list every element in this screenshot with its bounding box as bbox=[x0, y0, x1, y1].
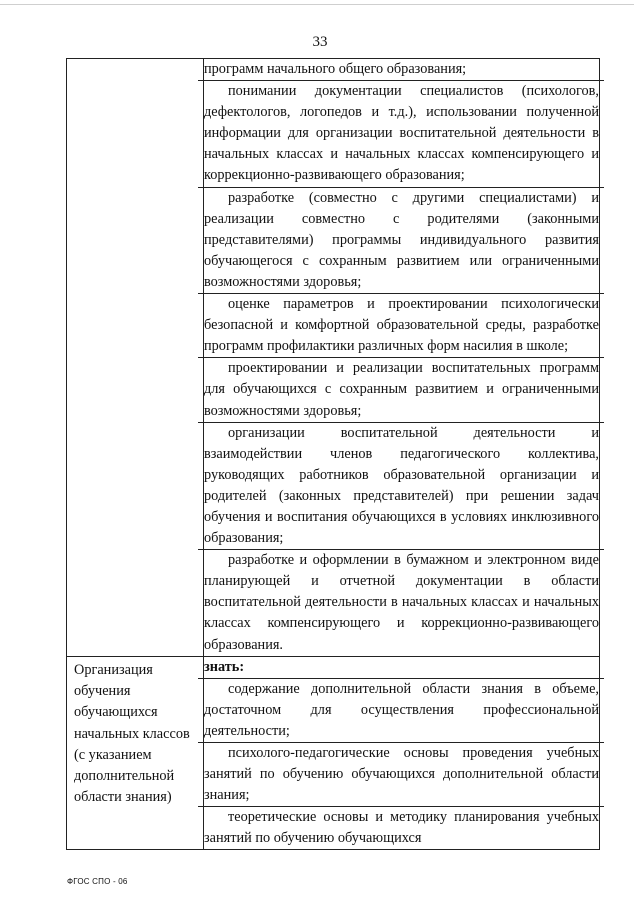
table-row bbox=[67, 59, 600, 657]
top-rule bbox=[0, 4, 634, 5]
table-paragraph: содержание дополнительной области знания в объеме, достаточном для осуществления профессиональной деятельности; bbox=[198, 679, 604, 743]
left-cell-line: обучения bbox=[74, 682, 131, 699]
left-cell-line: области знания) bbox=[74, 789, 172, 806]
left-cell-line: Организация bbox=[74, 661, 153, 678]
table-cell-left-empty bbox=[67, 59, 204, 657]
left-cell-line: (с указанием bbox=[74, 746, 152, 763]
table-paragraph: организации воспитательной деятельности и взаимодействии членов педагогического коллектива, руководящих работников образовательной организации и родителей (законных представителей) при решении задач обучения и воспитания обучающихся в условиях инклюзивного образования; bbox=[198, 423, 604, 551]
section-heading: знать: bbox=[198, 657, 604, 679]
table-paragraph: разработке (совместно с другими специалистами) и реализации совместно с родителями (законными представителями) программы индивидуального развития обучающегося с сохранным развитием или ограниченными возможностями здоровья; bbox=[198, 188, 604, 294]
page-number: 33 bbox=[312, 34, 328, 50]
table-row bbox=[67, 656, 600, 850]
competency-table bbox=[66, 58, 600, 850]
left-cell-line: дополнительной bbox=[74, 768, 175, 785]
table-cell-right bbox=[204, 59, 600, 657]
table-paragraph: программ начального общего образования; bbox=[198, 59, 604, 81]
table-paragraph: оценке параметров и проектировании психологически безопасной и комфортной образовательной среды, разработке программ профилактики различных форм насилия в школе; bbox=[198, 294, 604, 358]
footer-code: ФГОС СПО - 06 bbox=[67, 877, 128, 886]
left-cell-line: начальных классов bbox=[74, 725, 190, 742]
table-paragraph: разработке и оформлении в бумажном и электронном виде планирующей и отчетной документации в области воспитательной деятельности в начальных классах и начальных классах компенсирующего и коррекционно-развивающего образования. bbox=[204, 552, 599, 653]
table-paragraph: теоретические основы и методику планирования учебных занятий по обучению обучающихся bbox=[204, 809, 599, 847]
table-cell-left bbox=[67, 656, 204, 850]
table-paragraph: понимании документации специалистов (психологов, дефектологов, логопедов и т.д.), использовании полученной информации для организации воспитательной деятельности в начальных классах и начальных классах компенсирующего и коррекционно-развивающего образования; bbox=[198, 81, 604, 187]
table-paragraph: проектировании и реализации воспитательных программ для обучающихся с сохранным развитием и ограниченными возможностями здоровья; bbox=[198, 358, 604, 422]
left-cell-line: обучающихся bbox=[74, 704, 158, 721]
table-cell-right bbox=[204, 656, 600, 850]
table-paragraph: психолого-педагогические основы проведения учебных занятий по обучению обучающихся дополнительной области знания; bbox=[198, 743, 604, 807]
